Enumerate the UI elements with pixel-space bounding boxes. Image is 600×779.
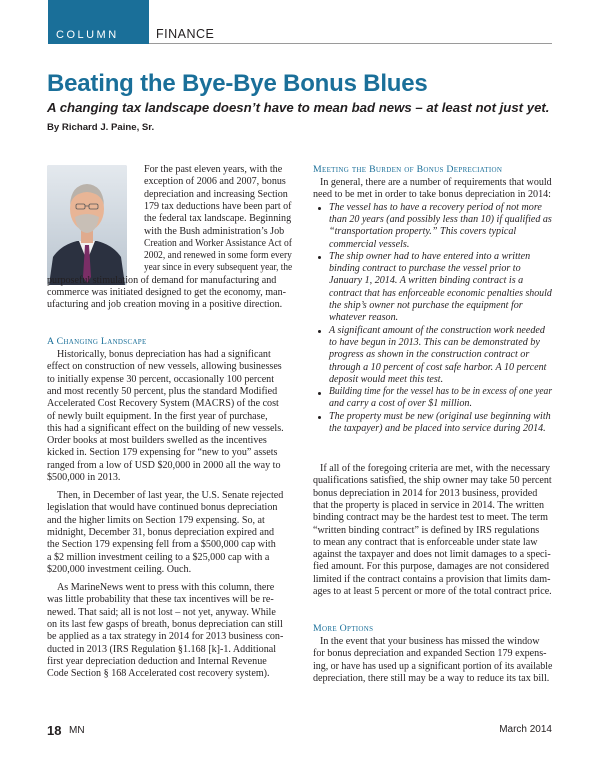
byline: By Richard J. Paine, Sr. xyxy=(47,122,155,133)
body-text-line: a $2 million investment ceiling to a $25,000 cap with a xyxy=(47,551,270,563)
bullet-text-line: and carry a cost of over $1 million. xyxy=(329,398,472,410)
body-text-line: exception of 2006 and 2007, bonus xyxy=(144,176,286,188)
body-text-line: Then, in December of last year, the U.S. Senate rejected xyxy=(57,490,284,501)
bullet-text-line: deposit would meet this test. xyxy=(329,373,444,385)
body-text-line: for bonus depreciation and expanded Section 179 expens- xyxy=(313,648,547,660)
bullet-icon xyxy=(318,416,321,419)
bullet-text-line: the taxpayer) and be placed into service during 2014. xyxy=(329,423,546,434)
body-text-line: qualifications satisfied, the ship owner may take 50 percent xyxy=(313,475,552,487)
page-number: 18 xyxy=(47,723,62,738)
body-text-line: Accelerated Cost Recovery System (MACRS) of the cost xyxy=(47,398,279,410)
body-text-line: In the event that your business has missed the window xyxy=(320,636,540,647)
body-text-line: the Section 179 expensing fell from a $500,000 cap with xyxy=(47,539,276,551)
body-text-line: Historically, bonus depreciation has had a significant xyxy=(57,349,271,360)
body-text-line: fied amount. For this purpose, damages are not considered xyxy=(313,561,550,573)
body-text-line: $200,000 investment ceiling. Ouch. xyxy=(47,563,192,575)
body-text-line: to mean any contract that is enforceable under state law xyxy=(313,536,538,548)
body-text-line: year since in every subsequent year, the xyxy=(144,262,293,274)
magazine-abbrev: MN xyxy=(69,725,85,736)
body-text-line: legislation that would have continued bonus depreciation xyxy=(47,502,278,514)
section-label: FINANCE xyxy=(156,27,215,41)
body-text-line: If all of the foregoing criteria are met, with the necessary xyxy=(320,463,551,474)
body-text-line: the federal tax landscape. Beginning xyxy=(144,213,292,225)
body-text-line: 2002, and renewed in some form every xyxy=(144,250,292,262)
body-text-line: Creation and Worker Assistance Act of xyxy=(144,237,292,249)
bullet-icon xyxy=(318,256,321,259)
body-text-line: ranged from a low of USD $20,000 in 2000 all the way to xyxy=(47,459,281,471)
body-text-line: against the taxpayer and does not limit damages to a speci- xyxy=(313,549,551,561)
body-text-line: and most recently 50 percent, plus the standard Modified xyxy=(47,385,278,397)
bullet-text-line: whatever reason. xyxy=(329,312,399,324)
body-text-line: For the past eleven years, with the xyxy=(144,164,283,175)
article-subtitle: A changing tax landscape doesn’t have to mean bad news – at least not just yet. xyxy=(47,100,550,115)
bullet-icon xyxy=(318,392,321,395)
bullet-text-line: January 1, 2014. A written binding contract is a xyxy=(329,275,524,287)
body-text-line: depreciation, there still may be a way to reduce its tax bill. xyxy=(313,672,550,684)
body-text-line: limited if the contract contains a provision that limits dam- xyxy=(313,573,551,585)
header-rule xyxy=(149,43,552,44)
body-text-line: was little probability that these tax incentives will be re- xyxy=(47,594,274,606)
body-text-line: In general, there are a number of requirements that would xyxy=(320,177,552,188)
body-text-line: ages to at least 5 percent or more of the total contract price. xyxy=(313,586,552,597)
body-text-line: ducted in 2013 (IRS Regulation §1.168 [k]-1. Additional xyxy=(47,643,277,655)
body-text-line: of newly built equipment. In the first year of purchase, xyxy=(47,410,268,422)
body-text-line: Order books at most builders swelled as the incentives xyxy=(47,435,267,447)
body-text-line: purposeful stimulation of demand for manufacturing and xyxy=(47,274,277,286)
section-heading-changing-landscape: A Changing Landscape xyxy=(47,336,147,347)
bullet-text-line: The vessel has to have a recovery period of not more xyxy=(329,201,542,213)
bullet-text-line: The ship owner had to have entered into a written xyxy=(329,250,531,262)
bullet-text-line: commercial vessels. xyxy=(329,238,410,250)
section-heading-more-options: More Options xyxy=(313,623,374,634)
bullet-text-line: binding contract to purchase the vessel prior to xyxy=(329,263,521,275)
body-text-line: and the higher limits on Section 179 expensing. So, at xyxy=(47,514,265,526)
body-text-line: Code Section § 168 Accelerated cost recovery system). xyxy=(47,668,270,680)
column-label: COLUMN xyxy=(56,29,119,41)
body-text-line: bonus depreciation in 2014 for 2013 business, provided xyxy=(313,487,538,499)
body-text-line: this had a significant effect on the building of new vessels. xyxy=(47,422,284,434)
body-text-line: “written binding contract” is defined by IRS regulations xyxy=(313,524,540,536)
body-text-line: effect on construction of new vessels, allowing businesses xyxy=(47,361,282,373)
author-photo xyxy=(47,165,127,285)
body-text-line: kicked in. Section 179 expensing for “new to you” assets xyxy=(47,447,278,459)
bullet-text-line: A significant amount of the construction work needed xyxy=(329,324,545,336)
body-text-line: newed. That said; all is not lost – not yet, anyway. While xyxy=(47,606,276,618)
body-text-line: need to be met in order to take bonus depreciation in 2014: xyxy=(313,189,551,201)
column-tag xyxy=(48,0,149,44)
body-text-line: 179 tax deductions have been part of xyxy=(144,200,292,212)
issue-date: March 2014 xyxy=(499,724,552,735)
bullet-text-line: through a 10 percent of cost safe harbor. A 10 percent xyxy=(329,361,547,373)
body-text-line: binding contract may be the hardest test to meet. The term xyxy=(313,512,548,524)
bullet-text-line: The property must be new (original use beginning with xyxy=(329,410,551,422)
body-text-line: midnight, December 31, bonus depreciation expired and xyxy=(47,526,275,538)
body-text-line: on its last few gasps of breath, bonus depreciation can still xyxy=(47,618,283,630)
bullet-text-line: progress as shown in the construction contract or xyxy=(329,349,530,361)
bullet-text-line: contract that has enforceable economic penalties should xyxy=(329,287,552,299)
bullet-text-line: than 20 years (and possibly less than 10) if qualified as xyxy=(329,213,552,225)
bullet-icon xyxy=(318,330,321,333)
bullet-icon xyxy=(318,207,321,210)
bullet-text-line: to have begun in 2013. This can be demonstrated by xyxy=(329,336,540,348)
body-text-line: first year depreciation deduction and Internal Revenue xyxy=(47,655,267,667)
body-text-line: depreciation and increasing Section xyxy=(144,188,288,200)
bullet-text-line: Building time for the vessel has to be in excess of one year xyxy=(329,386,553,398)
section-heading-meeting-burden: Meeting the Burden of Bonus Depreciation xyxy=(313,164,503,175)
body-text-line: $500,000 in 2013. xyxy=(47,472,121,483)
body-text-line: ufacturing and job creation moving in a positive direction. xyxy=(47,299,283,311)
body-text-line: As MarineNews went to press with this column, there xyxy=(57,582,275,593)
article-title: Beating the Bye-Bye Bonus Blues xyxy=(47,70,428,97)
body-text-line: ing, or have has used up a significant portion of its available xyxy=(313,660,553,672)
body-text-line: be applied as a tax strategy in 2014 for 2013 business con- xyxy=(47,631,284,643)
bullet-text-line: “transportation property.” This covers typical xyxy=(329,226,517,238)
body-text-line: to initially expense 30 percent, occasionally 100 percent xyxy=(47,373,275,385)
body-text-line: commerce was initiated designed to get the economy, man- xyxy=(47,287,286,298)
body-text-line: with the Bush administration’s Job xyxy=(144,225,285,237)
bullet-text-line: the ship’s owner not purchase the equipment for xyxy=(329,300,523,311)
body-text-line: that the property is placed in service in 2014. The written xyxy=(313,499,545,511)
